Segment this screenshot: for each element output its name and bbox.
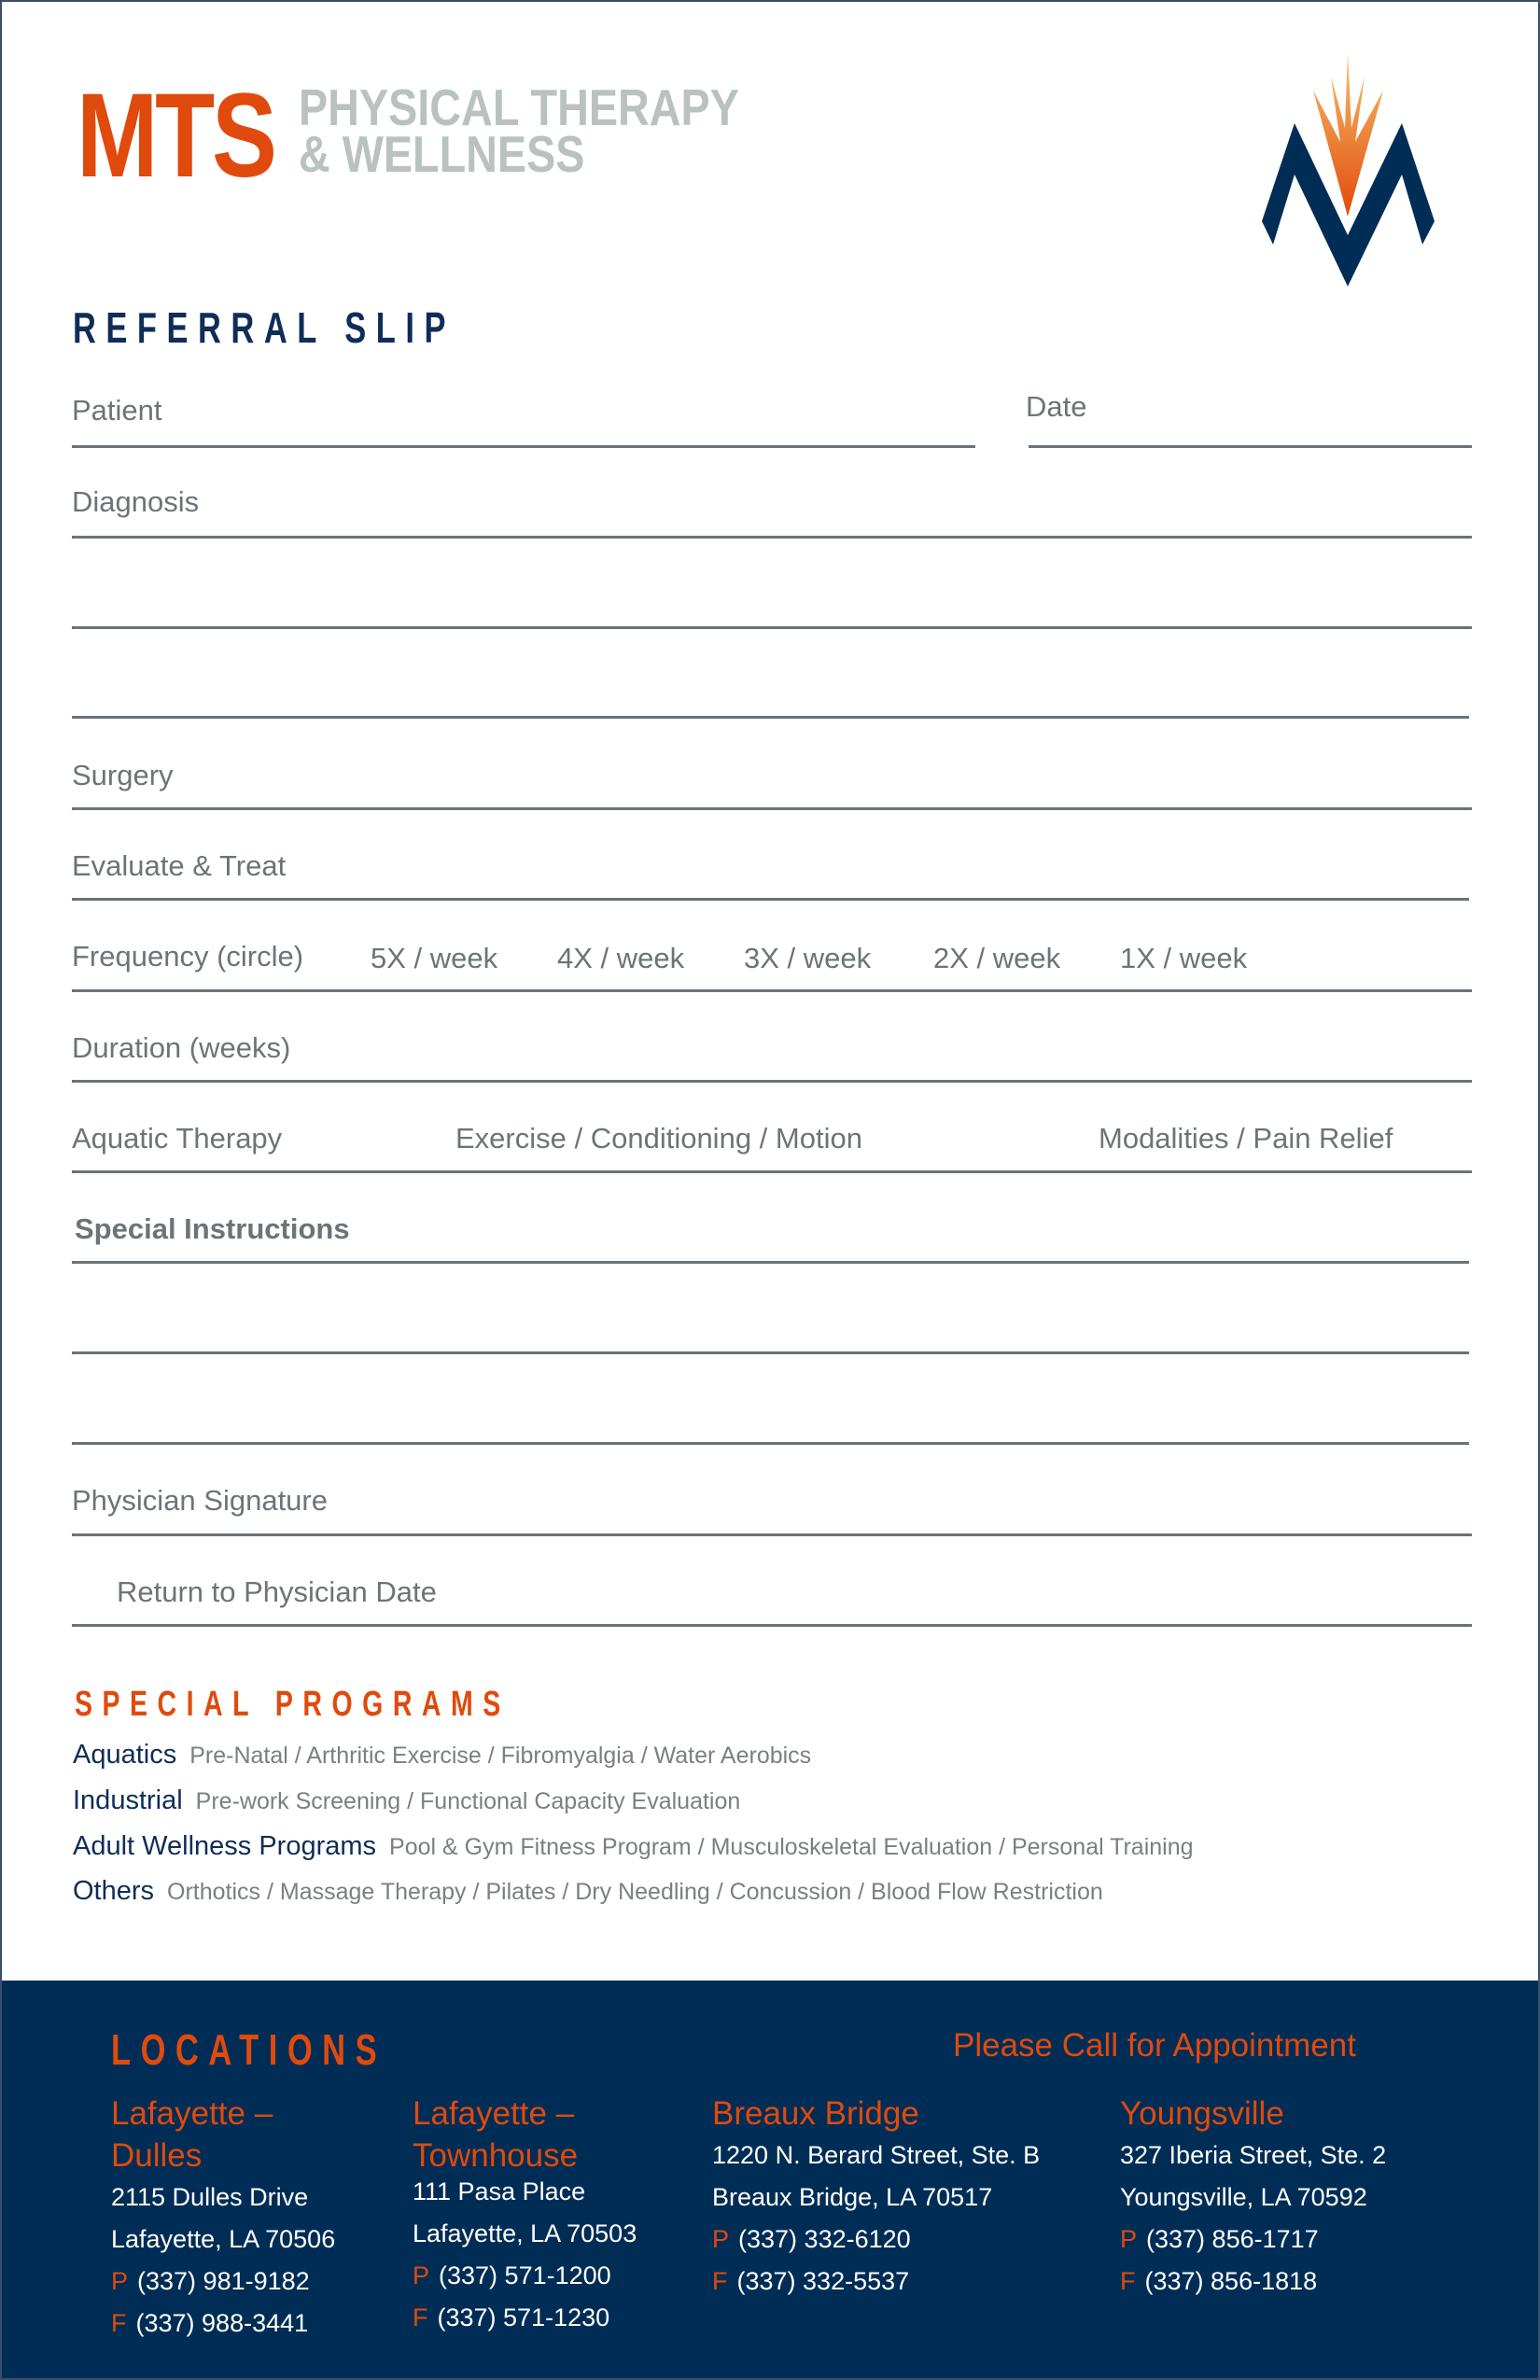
brand-subtitle	[299, 78, 739, 183]
location-name: Lafayette –	[413, 2095, 575, 2132]
program-industrial	[73, 1785, 740, 1816]
location-city: Lafayette, LA 70506	[111, 2225, 336, 2253]
special-instructions-field-2[interactable]	[72, 1351, 1469, 1354]
location-name-2: Townhouse	[413, 2137, 579, 2174]
brand-line2: & WELLNESS	[299, 125, 585, 183]
program-name: Others	[73, 1876, 155, 1906]
location-phone: P (337) 856-1717	[1120, 2225, 1319, 2253]
location-fax: F (337) 332-5537	[712, 2267, 910, 2295]
location-townhouse	[413, 2093, 637, 2339]
location-phone: P (337) 571-1200	[413, 2261, 611, 2289]
location-fax: F (337) 571-1230	[413, 2303, 610, 2331]
patient-label: Patient	[72, 394, 162, 427]
duration-field[interactable]	[72, 1080, 1472, 1083]
signature-field[interactable]	[72, 1533, 1472, 1536]
location-phone: P (337) 332-6120	[712, 2225, 911, 2253]
program-desc: Pre-work Screening / Functional Capacity Evaluation	[195, 1788, 741, 1814]
evaluate-label: Evaluate & Treat	[72, 849, 287, 882]
program-others	[73, 1876, 1103, 1907]
frequency-option-4x[interactable]: 4X / week	[557, 942, 685, 974]
form-title: REFERRAL SLIP	[73, 303, 455, 352]
location-address: 1220 N. Berard Street, Ste. B	[712, 2141, 1041, 2169]
location-city: Lafayette, LA 70503	[413, 2219, 637, 2247]
duration-label: Duration (weeks)	[72, 1031, 291, 1064]
diagnosis-label: Diagnosis	[72, 485, 200, 518]
locations-title: LOCATIONS	[111, 2025, 387, 2074]
special-instructions-label: Special Instructions	[75, 1212, 350, 1245]
location-name: Lafayette –	[111, 2095, 273, 2132]
brand-mts: MTS	[77, 69, 274, 203]
location-youngsville	[1120, 2093, 1386, 2303]
program-name: Industrial	[73, 1785, 183, 1815]
frequency-option-2x[interactable]: 2X / week	[933, 942, 1061, 974]
location-address: 327 Iberia Street, Ste. 2	[1120, 2141, 1387, 2169]
frequency-option-5x[interactable]: 5X / week	[371, 942, 498, 974]
location-city: Breaux Bridge, LA 70517	[712, 2183, 993, 2211]
patient-field[interactable]	[72, 445, 975, 448]
program-adult-wellness	[73, 1831, 1194, 1862]
diagnosis-field[interactable]	[72, 536, 1472, 539]
location-address: 2115 Dulles Drive	[111, 2183, 309, 2211]
mts-logo-icon	[1262, 53, 1435, 291]
program-name: Aquatics	[73, 1740, 177, 1770]
therapy-option-exercise[interactable]: Exercise / Conditioning / Motion	[455, 1122, 862, 1155]
program-aquatics	[73, 1740, 811, 1771]
program-desc: Pool & Gym Fitness Program / Musculoskeletal Evaluation / Personal Training	[389, 1834, 1194, 1860]
location-fax: F (337) 988-3441	[111, 2309, 309, 2337]
date-field[interactable]	[1029, 445, 1472, 448]
call-for-appointment: Please Call for Appointment	[953, 2027, 1356, 2064]
location-phone: P (337) 981-9182	[111, 2267, 310, 2295]
program-desc: Orthotics / Massage Therapy / Pilates / Dry Needling / Concussion / Blood Flow Restriction	[167, 1879, 1103, 1905]
location-breaux-bridge	[712, 2093, 1040, 2303]
frequency-divider	[72, 989, 1472, 992]
therapy-divider	[72, 1170, 1472, 1173]
special-instructions-field[interactable]	[72, 1261, 1469, 1264]
evaluate-field[interactable]	[72, 898, 1469, 901]
date-label: Date	[1026, 390, 1087, 423]
location-dulles	[111, 2093, 335, 2345]
diagnosis-field-3[interactable]	[72, 716, 1469, 719]
location-name: Breaux Bridge	[712, 2095, 919, 2132]
return-date-field[interactable]	[72, 1624, 1472, 1627]
brand-line1: PHYSICAL THERAPY	[299, 78, 739, 136]
frequency-option-3x[interactable]: 3X / week	[744, 942, 872, 974]
frequency-label: Frequency (circle)	[72, 940, 304, 973]
return-date-label: Return to Physician Date	[117, 1575, 437, 1608]
special-programs-title: SPECIAL PROGRAMS	[75, 1685, 511, 1724]
location-name: Youngsville	[1120, 2095, 1284, 2132]
location-fax: F (337) 856-1818	[1120, 2267, 1318, 2295]
signature-label: Physician Signature	[72, 1484, 328, 1517]
frequency-option-1x[interactable]: 1X / week	[1120, 942, 1248, 974]
location-name-2: Dulles	[111, 2137, 203, 2174]
program-desc: Pre-Natal / Arthritic Exercise / Fibromyalgia / Water Aerobics	[189, 1743, 812, 1769]
location-address: 111 Pasa Place	[413, 2177, 586, 2205]
therapy-option-aquatic[interactable]: Aquatic Therapy	[72, 1122, 283, 1155]
surgery-field[interactable]	[72, 807, 1472, 810]
special-instructions-field-3[interactable]	[72, 1442, 1469, 1445]
therapy-option-modalities[interactable]: Modalities / Pain Relief	[1099, 1122, 1393, 1155]
surgery-label: Surgery	[72, 759, 174, 791]
program-name: Adult Wellness Programs	[73, 1831, 377, 1861]
location-city: Youngsville, LA 70592	[1120, 2183, 1367, 2211]
locations-footer	[2, 1981, 1540, 2380]
diagnosis-field-2[interactable]	[72, 626, 1472, 629]
